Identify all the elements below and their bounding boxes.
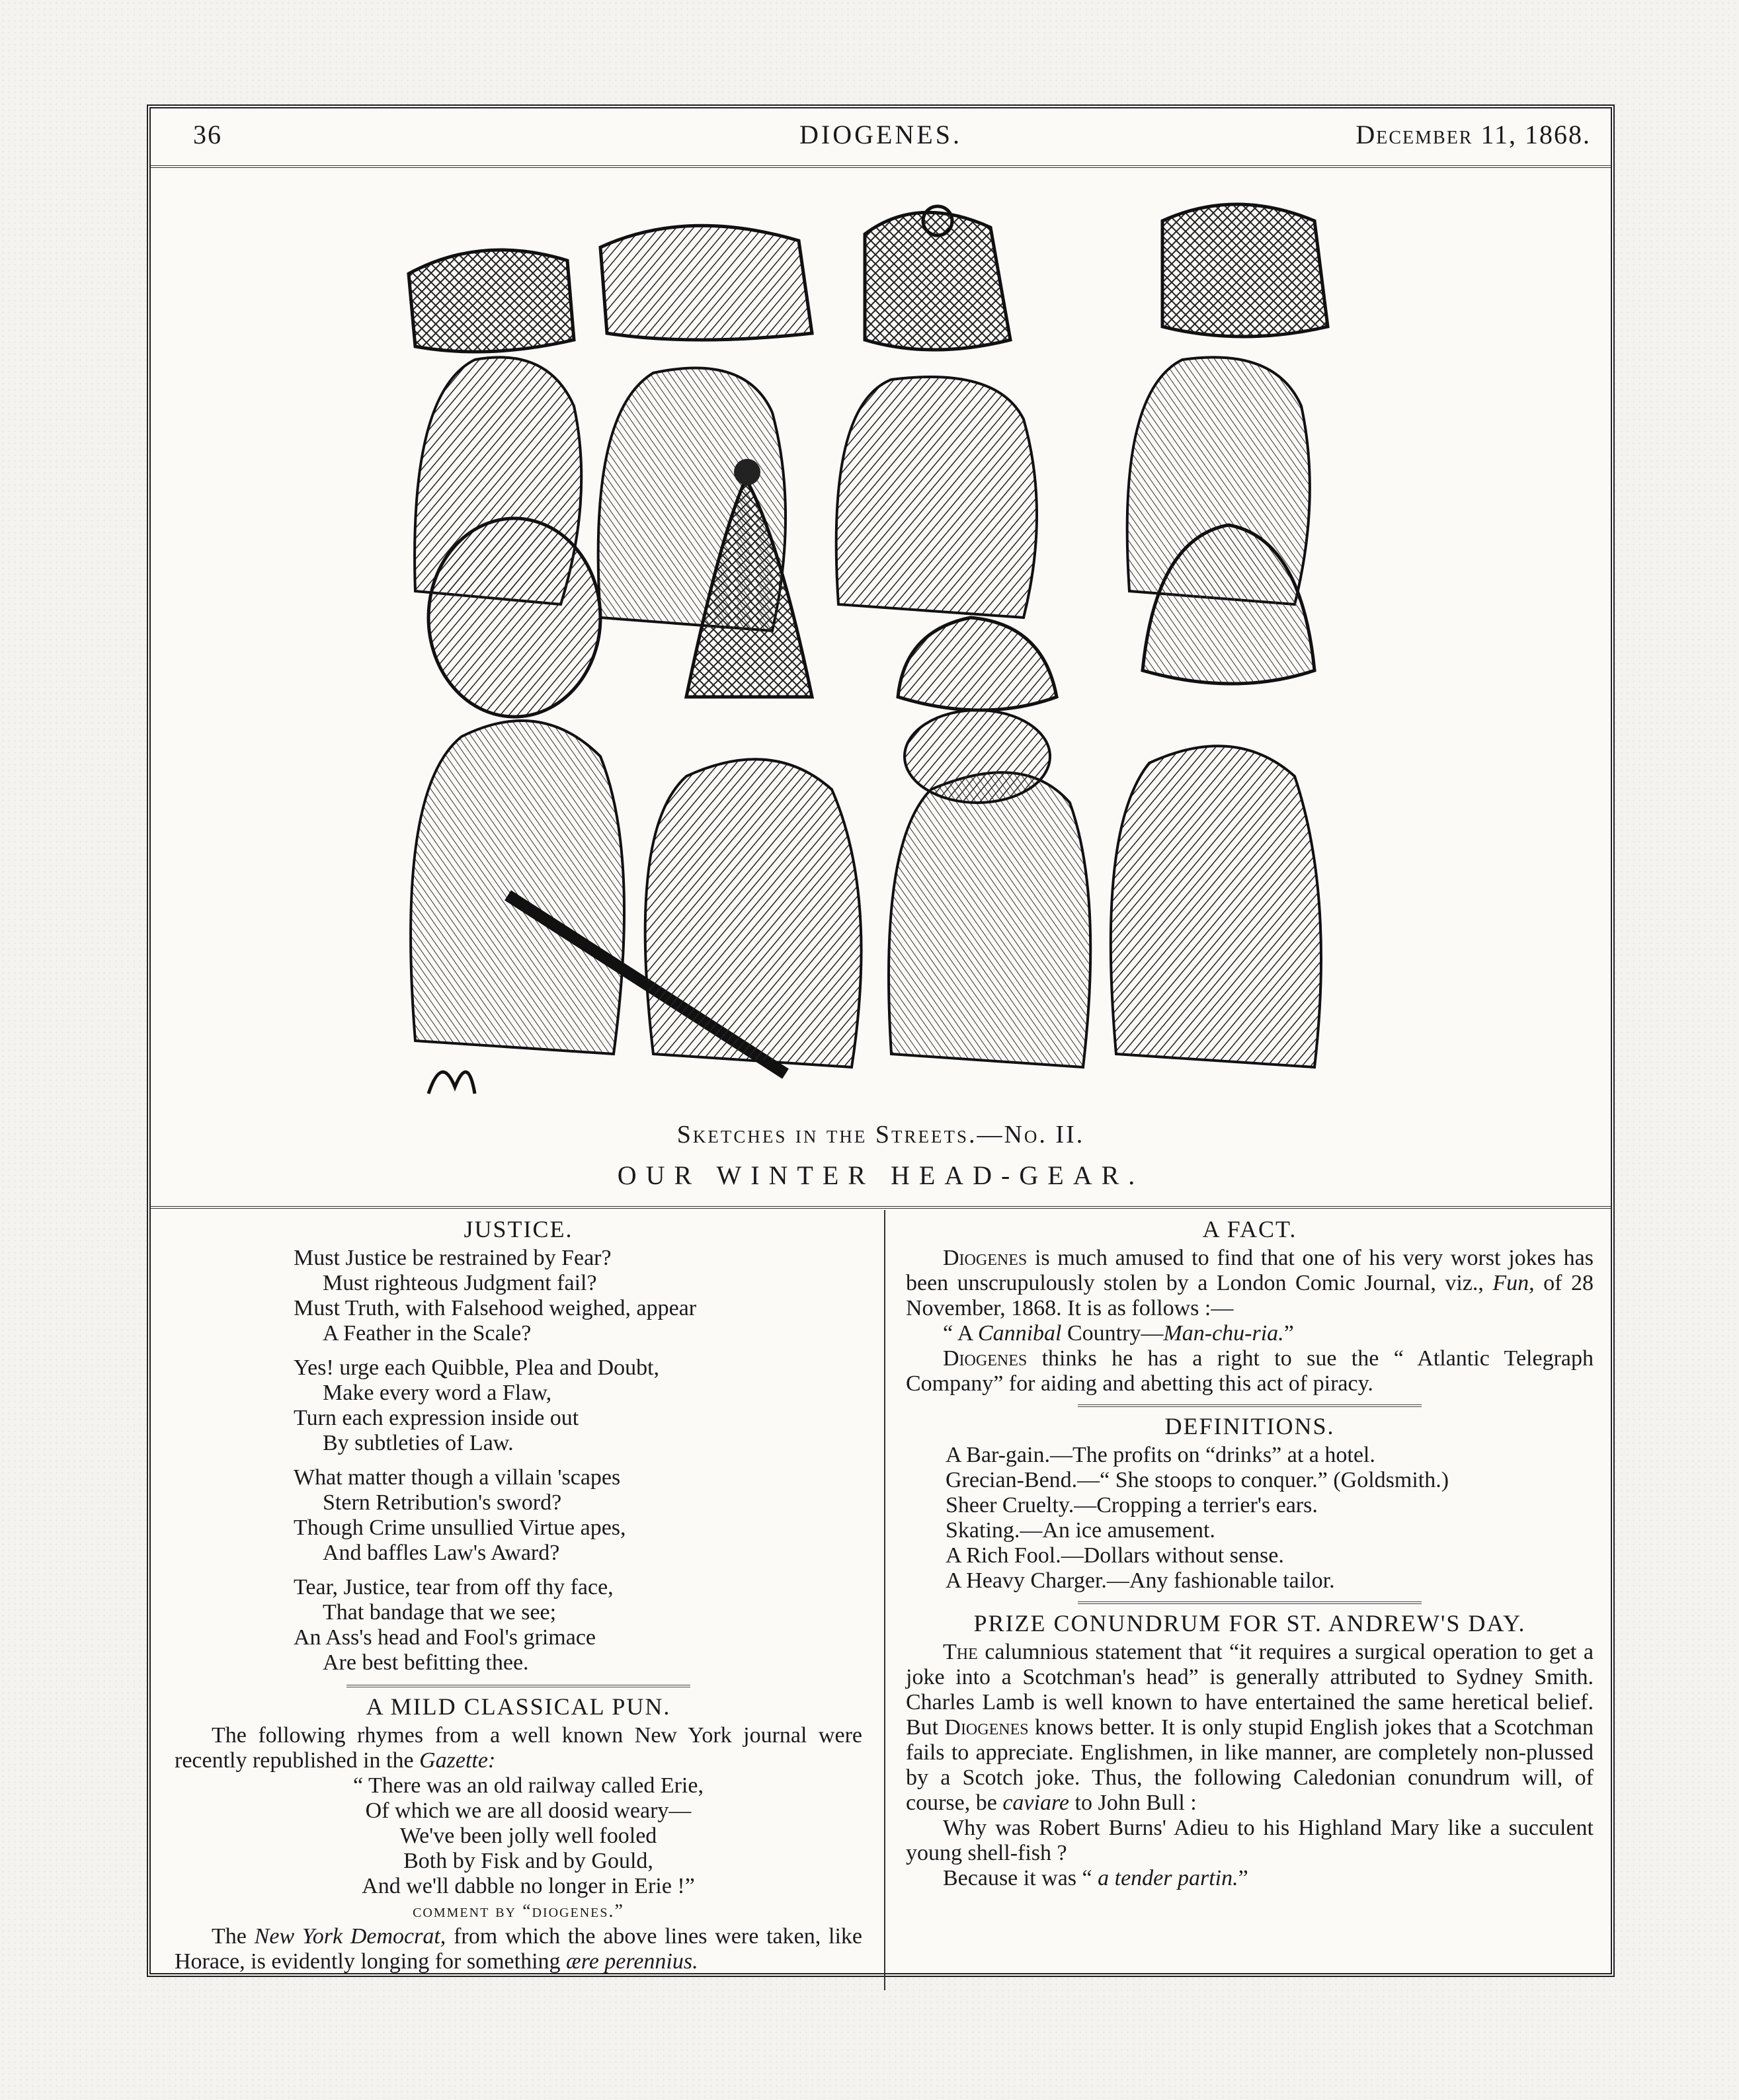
column-rule (884, 1210, 885, 1990)
verse-line: “ There was an old railway called Erie, (353, 1773, 704, 1798)
section-divider (151, 1206, 1611, 1209)
pun-comment (175, 1924, 862, 1974)
quote-text: “ A (943, 1321, 978, 1346)
poem-line: That bandage that we see; (323, 1600, 557, 1625)
definition-item: A Heavy Charger.—Any fashionable tailor. (946, 1568, 1335, 1593)
left-column (175, 1217, 862, 1974)
poem-line: Make every word a Flaw, (323, 1381, 552, 1405)
poem-line: Must righteous Judgment fail? (323, 1271, 597, 1295)
page-number: 36 (193, 120, 222, 149)
pun-verse (175, 1773, 862, 1899)
poem-line: A Feather in the Scale? (323, 1321, 532, 1346)
poem-line: Are best befitting thee. (323, 1650, 529, 1675)
poem-stanza (294, 1355, 862, 1456)
verse-line: And we'll dabble no longer in Erie !” (362, 1874, 695, 1898)
fact-heading: A FACT. (1202, 1216, 1297, 1242)
poem-line: What matter though a villain 'scapes (294, 1465, 621, 1490)
poem-stanza (294, 1246, 862, 1346)
poem-line: Yes! urge each Quibble, Plea and Doubt, (294, 1355, 660, 1380)
conundrum-heading: PRIZE CONUNDRUM FOR ST. ANDREW'S DAY. (973, 1610, 1526, 1636)
conundrum-text: to John Bull : (1069, 1791, 1197, 1815)
conundrum-text: calumnious statement that “it requires a surgical operation to get a joke into a Scotchman's head” is generally attributed to Sydney Smith. Charles Lamb is well known to have entertained the same heretical belief. But (906, 1640, 1594, 1740)
conundrum-paragraph (906, 1640, 1594, 1816)
fact-text: is much amused to find that one of his very worst jokes has been unscrupulously stolen by a London Comic Journal, viz., (906, 1246, 1594, 1295)
justice-poem (175, 1246, 862, 1676)
diogenes-name: Diogenes (944, 1715, 1029, 1740)
definitions-list (946, 1443, 1594, 1594)
page-frame (147, 104, 1615, 1977)
fun-title: Fun, (1492, 1271, 1535, 1295)
fact-quote (906, 1321, 1594, 1346)
conundrum-question: Why was Robert Burns' Adieu to his Highland Mary like a succulent young shell-fish ? (906, 1816, 1594, 1865)
poem-line: Though Crime unsullied Virtue apes, (294, 1515, 626, 1540)
quote-text: Country— (1061, 1321, 1164, 1346)
definition-item: Grecian-Bend.—“ She stoops to conquer.” (Goldsmith.) (946, 1468, 1449, 1492)
answer-text: Because it was “ (943, 1866, 1098, 1890)
poem-line: Turn each expression inside out (294, 1406, 579, 1430)
fact-paragraph-2 (906, 1346, 1594, 1396)
newspaper-title: New York Democrat, (254, 1924, 446, 1949)
gazette-title: Gazette: (419, 1748, 496, 1773)
verse-line: Of which we are all doosid weary— (365, 1798, 692, 1823)
poem-line: Must Truth, with Falsehood weighed, appear (294, 1296, 697, 1320)
diogenes-name: Diogenes (943, 1246, 1028, 1270)
definition-item: A Rich Fool.—Dollars without sense. (946, 1543, 1284, 1568)
figure-front-center-right (889, 618, 1090, 1067)
comment-text: The (212, 1924, 255, 1949)
poem-line: Must Justice be restrained by Fear? (294, 1246, 612, 1270)
verse-line: We've been jolly well fooled (399, 1824, 657, 1848)
quote-text: ” (1283, 1321, 1294, 1346)
page-header (151, 108, 1611, 168)
definitions-heading: DEFINITIONS. (1164, 1413, 1335, 1439)
answer-text: ” (1238, 1866, 1248, 1890)
poem-stanza (294, 1465, 862, 1566)
comment-text: from which the above lines were taken, like Horace, is evidently longing for something (175, 1924, 863, 1974)
fact-text: thinks he has a right to sue the “ Atlantic Telegraph Company” for aiding and abetting this act of piracy. (906, 1346, 1594, 1396)
pun-intro (175, 1723, 862, 1773)
illustration-caption-series: Sketches in the Streets.—No. II. (676, 1121, 1085, 1149)
poem-line: And baffles Law's Award? (323, 1541, 560, 1565)
quote-cannibal: Cannibal (977, 1321, 1062, 1346)
fact-paragraph (906, 1246, 1594, 1321)
pun-heading: A MILD CLASSICAL PUN. (366, 1693, 671, 1720)
right-column (906, 1217, 1594, 1891)
conundrum-text: knows better. It is only stupid English jokes that a Scotchman fails to appreciate. Englishmen, in like manner, are completely non-plussed by a Scotch joke. Thus, the following Caledonian conundrum will, of course, be (906, 1715, 1594, 1815)
the-word: The (943, 1640, 978, 1664)
caviare-word: caviare (1002, 1791, 1070, 1815)
pun-intro-text: The following rhymes from a well known New York journal were recently republished in the (175, 1723, 862, 1773)
verse-line: Both by Fisk and by Gould, (403, 1849, 653, 1873)
diogenes-name: Diogenes (943, 1346, 1028, 1371)
fact-text: of 28 November, 1868. It is as follows :— (906, 1271, 1594, 1320)
poem-line: By subtleties of Law. (323, 1431, 514, 1455)
latin-phrase: ære perennius. (566, 1949, 698, 1974)
poem-line: An Ass's head and Fool's grimace (294, 1625, 596, 1650)
artist-monogram (428, 1072, 475, 1094)
poem-line: Tear, Justice, tear from off thy face, (294, 1575, 614, 1599)
article-divider (1078, 1404, 1422, 1407)
conundrum-answer (906, 1866, 1594, 1891)
winter-headgear-illustration (376, 194, 1381, 1100)
comment-heading: comment by “diogenes.” (413, 1901, 624, 1921)
answer-pun: a tender partin. (1098, 1866, 1238, 1890)
quote-manchuria: Man-chu-ria. (1163, 1321, 1284, 1346)
justice-heading: JUSTICE. (464, 1216, 573, 1242)
definition-item: Sheer Cruelty.—Cropping a terrier's ears. (946, 1493, 1318, 1517)
definition-item: Skating.—An ice amusement. (946, 1518, 1215, 1543)
figure-front-right (1111, 525, 1321, 1067)
definition-item: A Bar-gain.—The profits on “drinks” at a hotel. (946, 1443, 1375, 1467)
article-divider (346, 1685, 690, 1687)
poem-line: Stern Retribution's sword? (323, 1490, 562, 1515)
masthead-title: DIOGENES. (799, 120, 962, 149)
figure-back-center-right (836, 206, 1037, 618)
issue-date: December 11, 1868. (1355, 120, 1591, 149)
illustration-caption-title: OUR WINTER HEAD-GEAR. (617, 1160, 1145, 1190)
article-divider (1078, 1601, 1422, 1604)
poem-stanza (294, 1575, 862, 1676)
